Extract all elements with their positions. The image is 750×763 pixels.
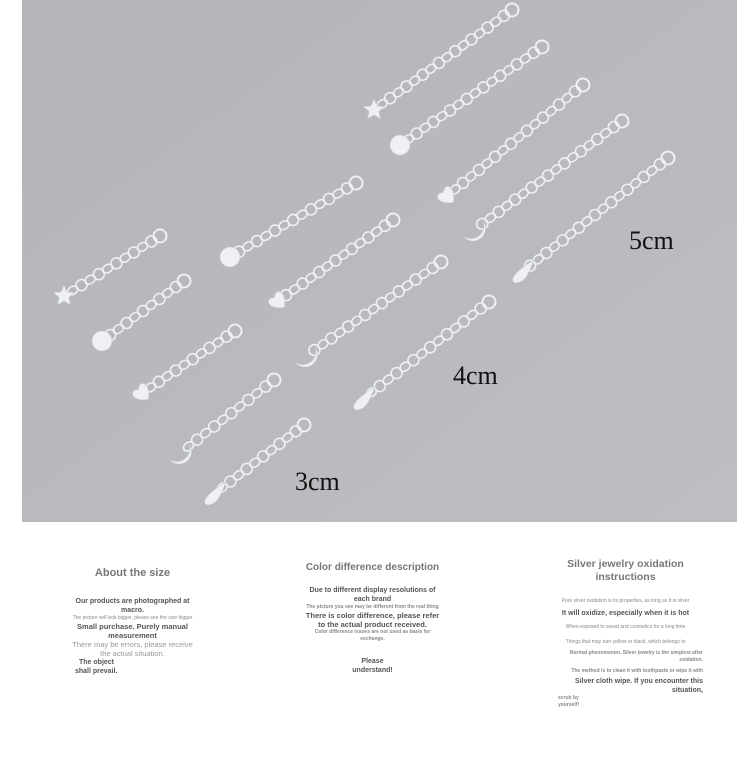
oxidation-line-7: Silver cloth wipe. If you encounter this situation, [575, 678, 703, 694]
oxidation-title: Silver jewelry oxidation instructions [567, 558, 684, 583]
label-4cm: 4cm [453, 361, 498, 390]
about-size-title: About the size [94, 567, 171, 579]
label-5cm: 5cm [629, 226, 674, 255]
oxidation-line-6: The method is to clean it with toothpaste or wipe it with [571, 668, 703, 674]
about-size-section [70, 567, 195, 676]
photo-backdrop [22, 0, 737, 522]
color-difference-line-4: Color difference issues are not used as basis for exchange. [314, 629, 431, 642]
oxidation-line-5: Normal phenomenon. Silver jewelry is the simplest after oxidation. [569, 650, 703, 663]
color-difference-line-5: Please [361, 658, 384, 665]
color-difference-line-6: understand! [352, 667, 393, 674]
oxidation-line-8: scrub by [558, 695, 579, 701]
color-difference-line-1: Due to different display resolutions of each brand [309, 587, 436, 603]
oxidation-section [548, 558, 703, 709]
disc-charm [220, 247, 240, 267]
about-size-line-5: The object [79, 659, 115, 666]
about-size-line-2: The picture will look bigger, please see the size bigger [72, 615, 193, 621]
about-size-line-4: There may be errors, please receive the actual situation. [72, 640, 193, 658]
about-size-line-1: Our products are photographed at macro. [75, 598, 190, 614]
about-size-line-6: shall prevail. [75, 668, 118, 675]
color-difference-title: Color difference description [305, 562, 440, 573]
oxidation-line-1: Pure silver oxidation is its properties, as long as it is silver [561, 598, 690, 604]
color-difference-line-3: There is color difference, please refer to the actual product received. [305, 611, 440, 629]
oxidation-line-2: It will oxidize, especially when it is hot [561, 610, 690, 617]
disc-charm [92, 331, 112, 351]
label-3cm: 3cm [295, 467, 340, 496]
about-size-line-3: Small purchase. Purely manual measurement [77, 622, 188, 640]
disc-charm [390, 135, 410, 155]
color-difference-line-2: The picture you see may be different from the real thing [306, 604, 439, 610]
oxidation-line-9: yourself! [558, 702, 580, 708]
oxidation-line-3: When exposed to sweat and cosmetics for a long time [565, 624, 686, 630]
oxidation-line-4: Things that may turn yellow or black, which belongs to [565, 639, 686, 645]
color-difference-section [305, 562, 440, 675]
product-photo [22, 0, 737, 522]
